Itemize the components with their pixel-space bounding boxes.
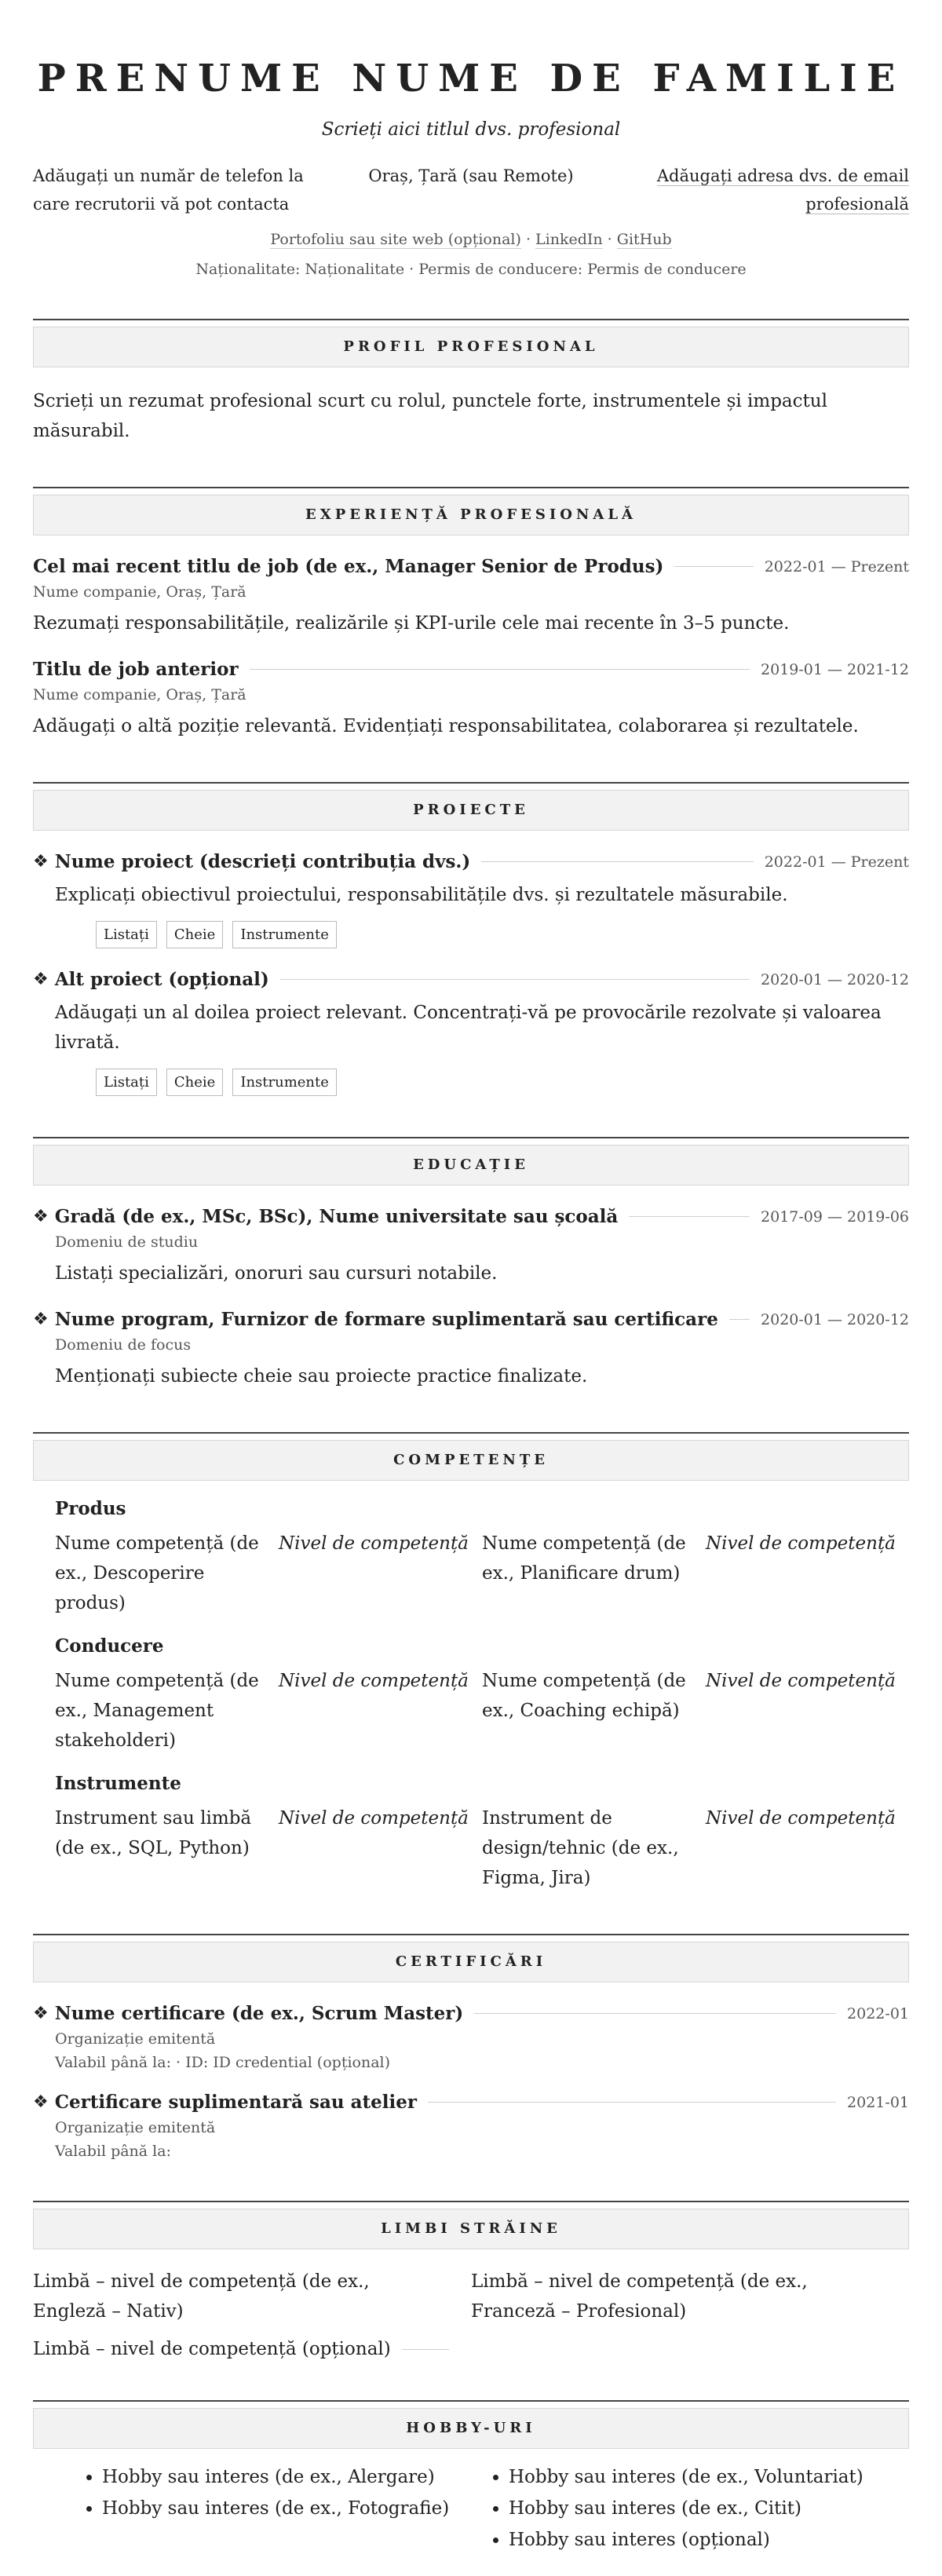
certification-entry xyxy=(33,2092,909,2160)
diamond-bullet-icon: ❖ xyxy=(33,2004,49,2023)
entry-field: Domeniu de studiu xyxy=(55,1233,199,1251)
skill-name: Instrument de design/tehnic (de ex., Figma, Jira) xyxy=(482,1808,679,1888)
skill-item xyxy=(482,1803,909,1893)
linkedin-link[interactable]: LinkedIn xyxy=(535,231,603,248)
language-item: Limbă – nivel de competență (de ex., Engleză – Nativ) xyxy=(33,2271,370,2322)
diamond-bullet-icon: ❖ xyxy=(33,852,49,871)
skill-name: Nume competență (de ex., Planificare drum) xyxy=(482,1533,686,1584)
validity-text: Valabil până la: xyxy=(55,2143,171,2160)
skill-name: Nume competență (de ex., Coaching echipă) xyxy=(482,1671,686,1721)
entry-leader-line xyxy=(280,979,750,980)
education-section xyxy=(33,1137,909,1391)
language-item: Limbă – nivel de competență (opțional) xyxy=(33,2339,391,2359)
skill-item xyxy=(55,1803,482,1893)
skill-item xyxy=(55,1529,482,1618)
tag: Instrumente xyxy=(232,921,337,948)
entry-title: Certificare suplimentară sau atelier xyxy=(54,2092,417,2113)
entry-date: 2021-01 xyxy=(847,2093,909,2111)
entry-title: Cel mai recent titlu de job (de ex., Manager Senior de Produs) xyxy=(33,556,664,577)
entry-date: 2020-01 — 2020-12 xyxy=(761,970,909,988)
project-entry xyxy=(33,969,909,1096)
language-item: Limbă – nivel de competență (de ex., Franceză – Profesional) xyxy=(471,2271,808,2322)
phone-text: Adăugați un număr de telefon la care recrutorii vă pot contacta xyxy=(33,166,304,214)
diamond-bullet-icon: ❖ xyxy=(33,970,49,989)
candidate-name: PRENUME NUME DE FAMILIE xyxy=(37,57,905,100)
languages-section xyxy=(33,2201,909,2359)
section-heading: PROFIL PROFESIONAL xyxy=(33,327,909,367)
contact-row xyxy=(33,162,909,218)
entry-description: Adăugați o altă poziție relevantă. Evidențiați responsabilitatea, colaborarea și rezultatele. xyxy=(33,716,859,736)
skill-item xyxy=(55,1666,482,1756)
entry-leader-line xyxy=(474,2013,836,2014)
skill-group-title: Conducere xyxy=(55,1635,164,1657)
project-entry xyxy=(33,851,909,948)
entry-date: 2022-01 — Prezent xyxy=(764,557,909,575)
issuing-organization: Organizație emitentă xyxy=(55,2119,216,2136)
education-entry xyxy=(33,1309,909,1391)
issuing-organization: Organizație emitentă xyxy=(55,2030,216,2048)
skill-item xyxy=(482,1529,909,1618)
skill-level: Nivel de competență xyxy=(279,1671,469,1691)
email-text[interactable]: Adăugați adresa dvs. de email profesională xyxy=(656,166,909,214)
tag: Cheie xyxy=(166,921,223,948)
entry-leader-line xyxy=(629,1216,750,1217)
section-heading: CERTIFICĂRI xyxy=(33,1942,909,1982)
hobby-item: • Hobby sau interes (de ex., Fotografie) xyxy=(102,2493,471,2524)
hobby-item: • Hobby sau interes (de ex., Alergare) xyxy=(102,2461,471,2493)
section-divider xyxy=(33,319,909,320)
section-divider xyxy=(33,2400,909,2402)
skill-group xyxy=(33,1635,909,1756)
entry-title: Alt proiect (opțional) xyxy=(54,969,269,990)
hobby-item: • Hobby sau interes (de ex., Citit) xyxy=(509,2493,909,2524)
skill-item xyxy=(482,1666,909,1756)
location-text: Oraș, Țară (sau Remote) xyxy=(368,166,574,185)
section-heading: EDUCAȚIE xyxy=(33,1145,909,1186)
portfolio-link[interactable]: Portofoliu sau site web (opțional) xyxy=(270,231,521,248)
skill-group-title: Produs xyxy=(55,1498,126,1519)
skill-group xyxy=(33,1498,909,1618)
education-entry xyxy=(33,1206,909,1288)
skill-level: Nivel de competență xyxy=(706,1671,896,1691)
entry-title: Nume program, Furnizor de formare suplimentară sau certificare xyxy=(54,1309,718,1330)
diamond-bullet-icon: ❖ xyxy=(33,1207,49,1226)
entry-leader-line xyxy=(674,566,753,567)
tag: Listați xyxy=(96,1069,157,1096)
tag: Listați xyxy=(96,921,157,948)
entry-title: Nume proiect (descrieți contribuția dvs.) xyxy=(54,851,471,872)
entry-date: 2017-09 — 2019-06 xyxy=(761,1208,909,1226)
tag-list xyxy=(33,1069,909,1096)
entry-description: Menționați subiecte cheie sau proiecte practice finalizate. xyxy=(55,1366,588,1387)
entry-description: Listați specializări, onoruri sau cursuri notabile. xyxy=(55,1263,498,1284)
entry-title: Titlu de job anterior xyxy=(33,659,239,680)
tag-list xyxy=(33,921,909,948)
section-divider xyxy=(33,1137,909,1138)
entry-description: Adăugați un al doilea proiect relevant. Concentrați-vă pe provocările rezolvate și valoarea livrată. xyxy=(55,1003,882,1053)
github-link[interactable]: GitHub xyxy=(616,231,672,248)
profile-summary: Scrieți un rezumat profesional scurt cu rolul, punctele forte, instrumentele și impactul măsurabil. xyxy=(33,391,827,441)
section-heading: EXPERIENȚĂ PROFESIONALĂ xyxy=(33,495,909,535)
link-separator: · xyxy=(602,231,617,248)
skill-level: Nivel de competență xyxy=(279,1533,469,1554)
certification-entry xyxy=(33,2003,909,2071)
links-row xyxy=(33,231,909,248)
hobbies-section xyxy=(33,2400,909,2556)
skill-name: Nume competență (de ex., Management stakeholderi) xyxy=(55,1671,259,1751)
entry-title: Nume certificare (de ex., Scrum Master) xyxy=(54,2003,464,2024)
tag: Cheie xyxy=(166,1069,223,1096)
diamond-bullet-icon: ❖ xyxy=(33,2092,49,2112)
section-divider xyxy=(33,1432,909,1434)
entry-leader-line xyxy=(729,1319,750,1320)
skill-group-title: Instrumente xyxy=(55,1773,181,1794)
certifications-section xyxy=(33,1934,909,2160)
section-heading: HOBBY-URI xyxy=(33,2408,909,2449)
projects-section xyxy=(33,782,909,1096)
section-heading: PROIECTE xyxy=(33,790,909,831)
section-divider xyxy=(33,1934,909,1935)
entry-description: Explicați obiectivul proiectului, responsabilitățile dvs. și rezultatele măsurabile. xyxy=(55,885,788,905)
experience-section xyxy=(33,487,909,741)
link-separator: · xyxy=(520,231,536,248)
entry-date: 2022-01 — Prezent xyxy=(764,853,909,871)
skill-name: Instrument sau limbă (de ex., SQL, Python) xyxy=(55,1808,252,1858)
tag: Instrumente xyxy=(232,1069,337,1096)
experience-entry xyxy=(33,659,909,741)
entry-leader-line xyxy=(481,861,753,862)
skill-level: Nivel de competență xyxy=(706,1533,896,1554)
entry-leader-line xyxy=(402,2349,449,2350)
profile-section xyxy=(33,319,909,446)
section-divider xyxy=(33,487,909,488)
diamond-bullet-icon: ❖ xyxy=(33,1310,49,1329)
section-divider xyxy=(33,2201,909,2202)
hobby-item: • Hobby sau interes (opțional) xyxy=(509,2524,909,2556)
skill-level: Nivel de competență xyxy=(279,1808,469,1829)
entry-field: Domeniu de focus xyxy=(55,1336,192,1354)
nationality-line: Naționalitate: Naționalitate · Permis de conducere: Permis de conducere xyxy=(195,261,747,278)
section-heading: LIMBI STRĂINE xyxy=(33,2209,909,2249)
section-heading: COMPETENȚE xyxy=(33,1440,909,1481)
entry-company: Nume companie, Oraș, Țară xyxy=(33,583,246,601)
entry-leader-line xyxy=(250,669,750,670)
entry-date: 2020-01 — 2020-12 xyxy=(761,1310,909,1328)
hobby-list xyxy=(487,2461,909,2556)
professional-title: Scrieți aici titlul dvs. profesional xyxy=(321,119,621,140)
entry-company: Nume companie, Oraș, Țară xyxy=(33,686,246,703)
entry-description: Rezumați responsabilitățile, realizările și KPI-urile cele mai recente în 3–5 puncte. xyxy=(33,613,790,634)
skill-group xyxy=(33,1773,909,1893)
email-link[interactable] xyxy=(617,162,909,218)
entry-date: 2022-01 xyxy=(847,2004,909,2022)
skill-level: Nivel de competență xyxy=(706,1808,896,1829)
entry-title: Gradă (de ex., MSc, BSc), Nume universitate sau școală xyxy=(54,1206,619,1227)
skills-section xyxy=(33,1432,909,1893)
entry-leader-line xyxy=(428,2102,836,2103)
validity-text: Valabil până la: · ID: ID credential (opțional) xyxy=(55,2054,391,2071)
entry-date: 2019-01 — 2021-12 xyxy=(761,660,909,678)
language-item-row xyxy=(33,2339,909,2359)
experience-entry xyxy=(33,556,909,638)
skill-name: Nume competență (de ex., Descoperire produs) xyxy=(55,1533,259,1613)
section-divider xyxy=(33,782,909,784)
hobby-item: • Hobby sau interes (de ex., Voluntariat) xyxy=(509,2461,909,2493)
hobby-list xyxy=(80,2461,471,2524)
